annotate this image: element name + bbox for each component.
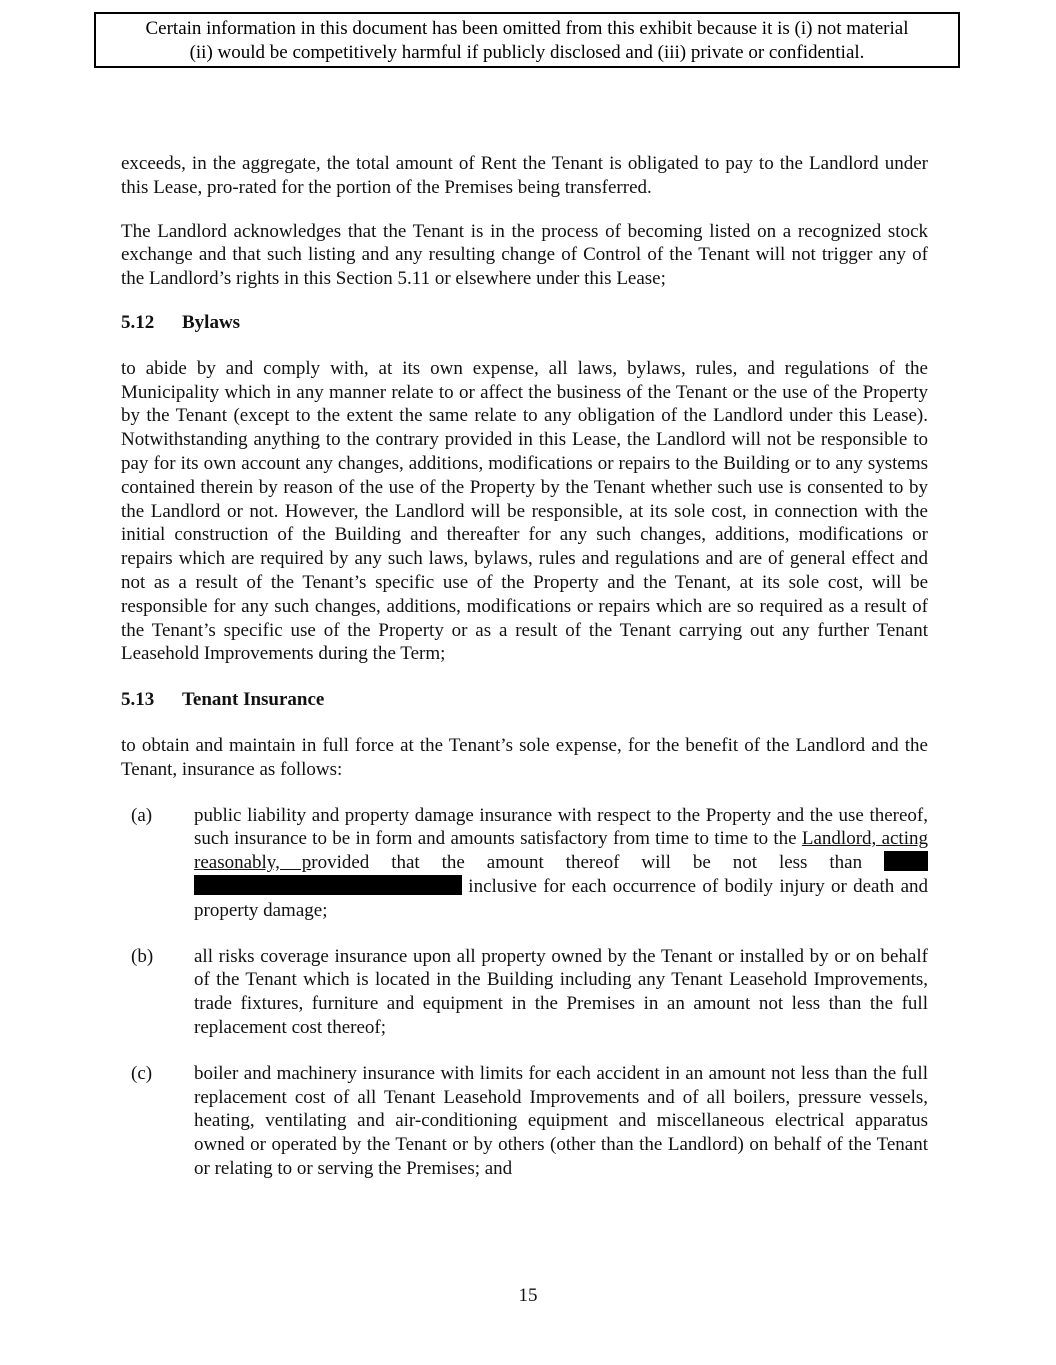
confidentiality-notice [94, 12, 960, 68]
section-title: Tenant Insurance [182, 689, 325, 711]
section-title: Bylaws [182, 311, 241, 333]
item-label: (c) [131, 1062, 153, 1084]
notice-line-1: Certain information in this document has been omitted from this exhibit because it is (i) not material [145, 18, 909, 39]
list-item [121, 804, 928, 923]
list-item [121, 945, 928, 1040]
section-5-12-body: to abide by and comply with, at its own expense, all laws, bylaws, rules, and regulations of the Municipality which in any manner relate to or affect the business of the Tenant or the use of the Property by the Tenant (except to the extent the same relate to any obligation of the Landlord under this Lease). Notwithstanding anything to the contrary provided in this Lease, the Landlord will not be responsible to pay for its own account any changes, additions, modifications or repairs to the Building or to any systems contained therein by reason of the use of the Property by the Tenant whether such use is consented to by the Landlord or not. However, the Landlord will be responsible, at its sole cost, in connection with the initial construction of the Building and thereafter for any such changes, additions, modifications or repairs which are required by any such laws, bylaws, rules and regulations and are of general effect and not as a result of the Tenant’s specific use of the Property and the Tenant, at its sole cost, will be responsible for any such changes, additions, modifications or repairs which are so required as a result of the Tenant’s specific use of the Property or as a result of the Tenant carrying out any further Tenant Leasehold Improvements during the Term; [121, 357, 928, 665]
intro-paragraph-2: The Landlord acknowledges that the Tenant is in the process of becoming listed on a recognized stock exchange and that such listing and any resulting change of Control of the Tenant will not trigger any of the Landlord’s rights in this Section 5.11 or elsewhere under this Lease; [121, 220, 928, 290]
section-5-13-heading [121, 688, 928, 712]
item-text-part: inclusive for each occurrence of bodily injury or death and property damage; [194, 875, 928, 921]
page-number: 15 [518, 1285, 538, 1306]
redaction-block [194, 875, 462, 895]
item-text-part: public liability and property damage insurance with respect to the Property and the use thereof, such insurance to be in form and amounts satisfactory from time to time to the [194, 804, 928, 850]
item-text-part: rovided that the amount thereof will be not less than [311, 852, 863, 874]
document-body [121, 152, 928, 1181]
item-text: boiler and machinery insurance with limits for each accident in an amount not less than the full replacement cost of all Tenant Leasehold Improvements and of all boilers, pressure vessels, heating, ventilating and air-conditioning equipment and miscellaneous electrical apparatus owned or operated by the Tenant or by others (other than the Landlord) on behalf of the Tenant or relating to or serving the Premises; and [194, 1062, 928, 1179]
item-text: all risks coverage insurance upon all property owned by the Tenant or installed by or on behalf of the Tenant which is located in the Building including any Tenant Leasehold Improvements, trade fixtures, furniture and equipment in the Premises in an amount not less than the full replacement cost thereof; [194, 945, 928, 1038]
item-label: (a) [131, 804, 153, 826]
redaction-block [884, 851, 928, 871]
item-label: (b) [131, 945, 154, 967]
section-5-13-intro: to obtain and maintain in full force at the Tenant’s sole expense, for the benefit of the Landlord and the Tenant, insurance as follows: [121, 734, 928, 780]
notice-line-2: (ii) would be competitively harmful if publicly disclosed and (iii) private or confidential. [189, 42, 865, 63]
intro-paragraph-1: exceeds, in the aggregate, the total amount of Rent the Tenant is obligated to pay to the Landlord under this Lease, pro-rated for the portion of the Premises being transferred. [121, 153, 928, 198]
section-number: 5.12 [121, 311, 155, 333]
item-text-underlined: Landlord, acting reasonably, p [194, 828, 928, 874]
list-item [121, 1062, 928, 1181]
section-5-12-heading [121, 311, 928, 335]
item-text [194, 804, 928, 923]
section-number: 5.13 [121, 689, 155, 711]
